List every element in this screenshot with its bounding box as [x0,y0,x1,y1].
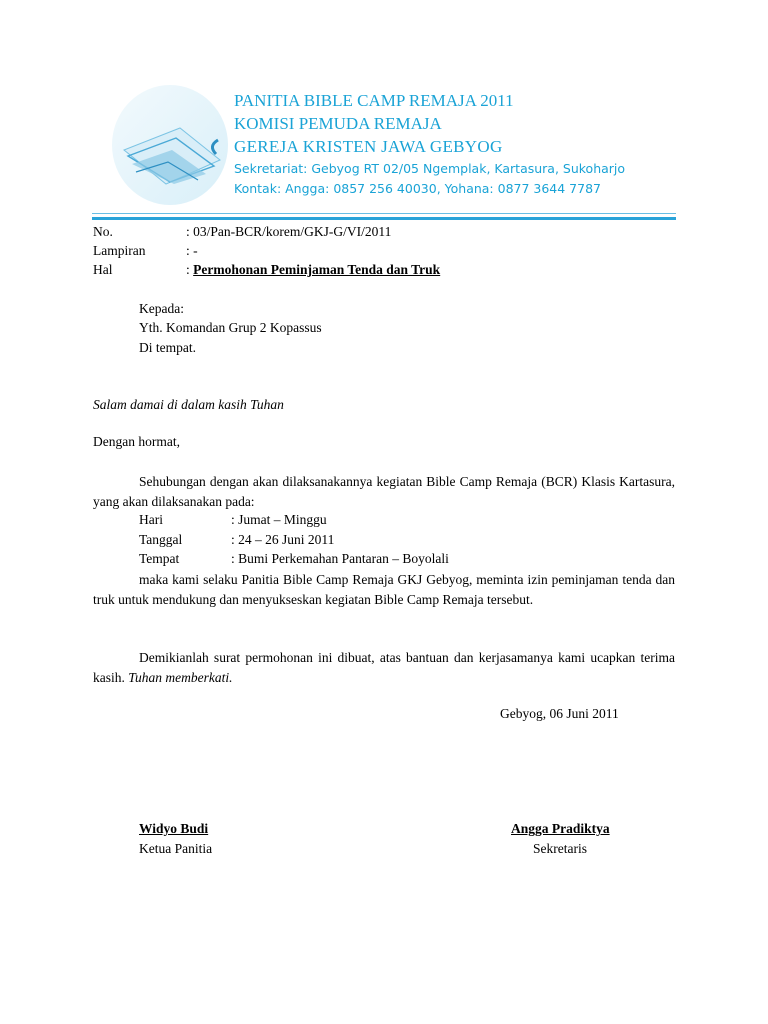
meta-no-label: No. [93,224,113,239]
detail-hari-value: : Jumat – Minggu [231,512,327,527]
letterhead-committee: PANITIA BIBLE CAMP REMAJA 2011 [234,91,514,110]
meta-lampiran-value: : - [186,243,198,258]
date-place: Gebyog, 06 Juni 2011 [500,706,619,721]
meta-hal-row [186,262,440,278]
meta-lampiran-label: Lampiran [93,243,146,258]
body-intro: Sehubungan dengan akan dilaksanakannya kegiatan Bible Camp Remaja (BCR) Klasis Kartasura, yang akan dilaksanakan pada: [93,474,675,509]
letterhead-contact: Kontak: Angga: 0857 256 40030, Yohana: 0877 3644 7787 [234,181,601,196]
body-closing-paragraph [93,648,675,687]
body-closing: Demikianlah surat permohonan ini dibuat, atas bantuan dan kerjasamanya kami ucapkan terima kasih. [93,650,675,685]
signature-secretary-name: Angga Pradiktya [511,821,610,836]
meta-no-value: : 03/Pan-BCR/korem/GKJ-G/VI/2011 [186,224,392,239]
detail-hari-label: Hari [139,512,163,527]
signature-chair-role: Ketua Panitia [139,841,213,856]
opening: Dengan hormat, [93,434,180,449]
recipient-place: Di tempat. [139,340,196,355]
signature-secretary-role: Sekretaris [533,841,587,856]
body-request: maka kami selaku Panitia Bible Camp Remaja GKJ Gebyog, meminta izin peminjaman tenda dan truk untuk mendukung dan menyukseskan kegiatan Bible Camp Remaja tersebut. [93,572,675,607]
meta-hal-label: Hal [93,262,113,277]
letterhead-secretariat: Sekretariat: Gebyog RT 02/05 Ngemplak, Kartasura, Sukoharjo [234,161,626,176]
recipient-kepada: Kepada: [139,301,184,316]
letterhead-divider-thin [92,213,676,214]
detail-tanggal-value: : 24 – 26 Juni 2011 [231,532,335,547]
meta-hal-value: Permohonan Peminjaman Tenda dan Truk [193,262,441,277]
church-logo-icon [110,80,230,210]
letterhead-church: GEREJA KRISTEN JAWA GEBYOG [234,137,503,156]
letterhead-divider [92,217,676,220]
detail-tempat-value: : Bumi Perkemahan Pantaran – Boyolali [231,551,449,566]
greeting: Salam damai di dalam kasih Tuhan [93,397,284,412]
body-blessing: Tuhan memberkati. [128,669,233,685]
recipient-yth: Yth. Komandan Grup 2 Kopassus [139,320,322,335]
signature-chair-name: Widyo Budi [139,821,209,836]
letterhead-commission: KOMISI PEMUDA REMAJA [234,114,442,133]
detail-tempat-label: Tempat [139,551,180,566]
meta-hal-colon: : [186,262,190,277]
detail-tanggal-label: Tanggal [139,532,183,547]
